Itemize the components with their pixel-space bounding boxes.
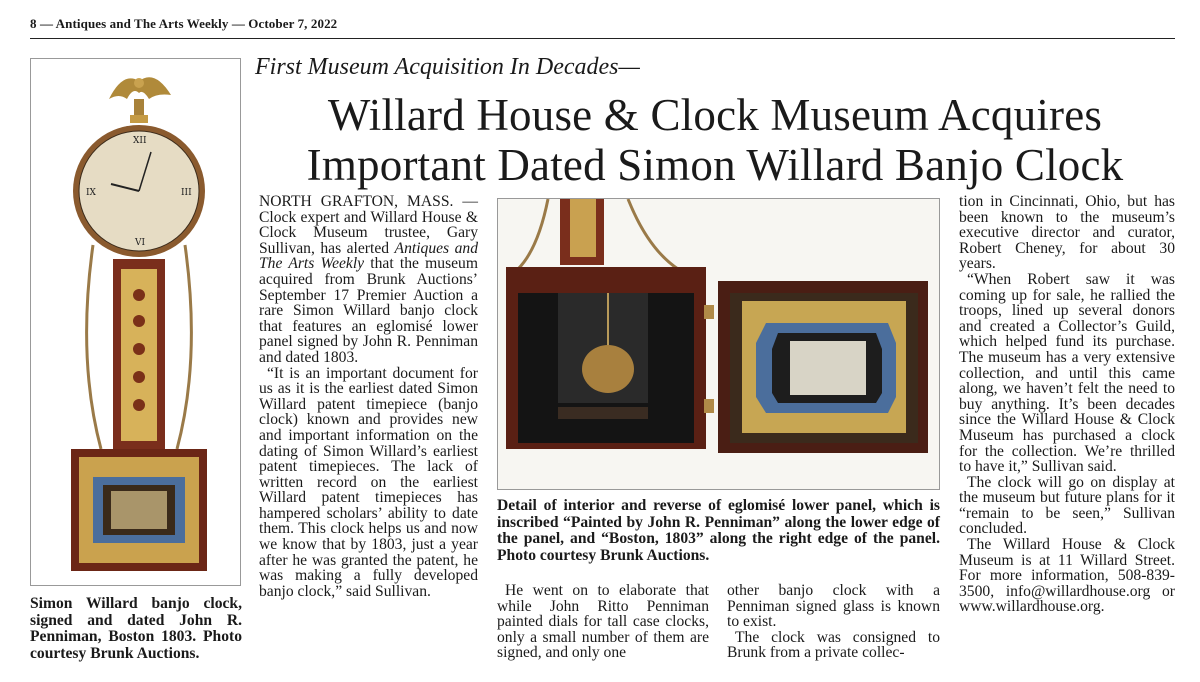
interior-detail-photo [497, 198, 940, 490]
svg-text:VI: VI [135, 238, 146, 248]
article-column-1 [259, 194, 478, 599]
folio-line: 8 — Antiques and The Arts Weekly — October 7, 2022 [30, 16, 338, 31]
headline-line-2: Important Dated Simon Willard Banjo Clock [306, 140, 1124, 190]
col3-paragraph-1: other banjo clock with a Penniman signed glass is known to exist. [727, 582, 940, 631]
header-rule [30, 38, 1175, 39]
col4-paragraph-3: The clock will go on display at the museum but future plans for it “remain to be seen,” Sullivan concluded. [959, 473, 1175, 538]
article-column-3 [727, 583, 940, 661]
article-column-2 [497, 583, 709, 661]
clock-photo-caption: Simon Willard banjo clock, signed and dated John R. Penniman, Boston 1803. Photo courtesy Brunk Auctions. [30, 595, 242, 662]
col4-paragraph-1: tion in Cincinnati, Ohio, but has been known to the museum’s executive director and curator, Robert Cheney, for about 30 years. [959, 193, 1175, 273]
detail-photo-caption: Detail of interior and reverse of eglomisé lower panel, which is inscribed “Painted by John R. Penniman” along the lower edge of the panel, and “Boston, 1803” along the right edge of the panel. Photo courtesy Brunk Auctions. [497, 497, 940, 564]
col1-paragraph-2: “It is an important document for us as it is the earliest dated Simon Willard patent timepiece (banjo clock) known and provides new and important information on the dating of Simon Willard’s earliest patent timepieces. The lack of written record on the earliest Willard patent timepieces has hampered scholars’ ability to date them. This clock helps us and now we know that by 1803, just a year after he was granted the patent, he was making a fully developed banjo clock,” said Sullivan. [259, 364, 478, 600]
article-column-4 [959, 194, 1175, 615]
headline [250, 90, 1180, 190]
publication-name: Antiques and The Arts Weekly [259, 239, 478, 273]
col2-paragraph-1: He went on to elaborate that while John Ritto Penniman painted dials for tall case clocks, only a small number of them are signed, and only one [497, 582, 709, 662]
col3-paragraph-2: The clock was consigned to Brunk from a private collec- [727, 628, 940, 662]
svg-text:XII: XII [133, 136, 147, 146]
col1-p1-b: that the museum acquired from Brunk Auctions’ September 17 Premier Auction a rare Simon Willard banjo clock that features an eglomisé lower panel signed by John R. Penniman and dated 1803. [259, 255, 478, 366]
svg-text:IX: IX [86, 188, 96, 198]
col4-paragraph-2: “When Robert saw it was coming up for sale, he rallied the troops, lined up several donors and created a Collector’s Guild, which helped fund its purchase. The museum has a very extensive collection, and until this came along, we haven’t felt the need to buy anything. It’s been decades since the Willard House & Clock Museum has purchased a clock for the collection. We’re thrilled to have it,” Sullivan said. [959, 270, 1175, 476]
headline-line-1: Willard House & Clock Museum Acquires [327, 90, 1103, 140]
dateline: NORTH GRAFTON, MASS. — [259, 193, 478, 210]
svg-text:III: III [181, 188, 192, 198]
eagle-finial [109, 77, 171, 123]
kicker: First Museum Acquisition In Decades— [255, 54, 640, 80]
col1-p1-a: Clock expert and Willard House & Clock Museum trustee, Gary Sullivan, has alerted [259, 208, 478, 257]
col4-paragraph-4: The Willard House & Clock Museum is at 11 Willard Street. For more information, 508-839-3500, info@willardhouse.org or www.willardhouse.org. [959, 536, 1175, 616]
banjo-clock-photo [30, 58, 241, 586]
